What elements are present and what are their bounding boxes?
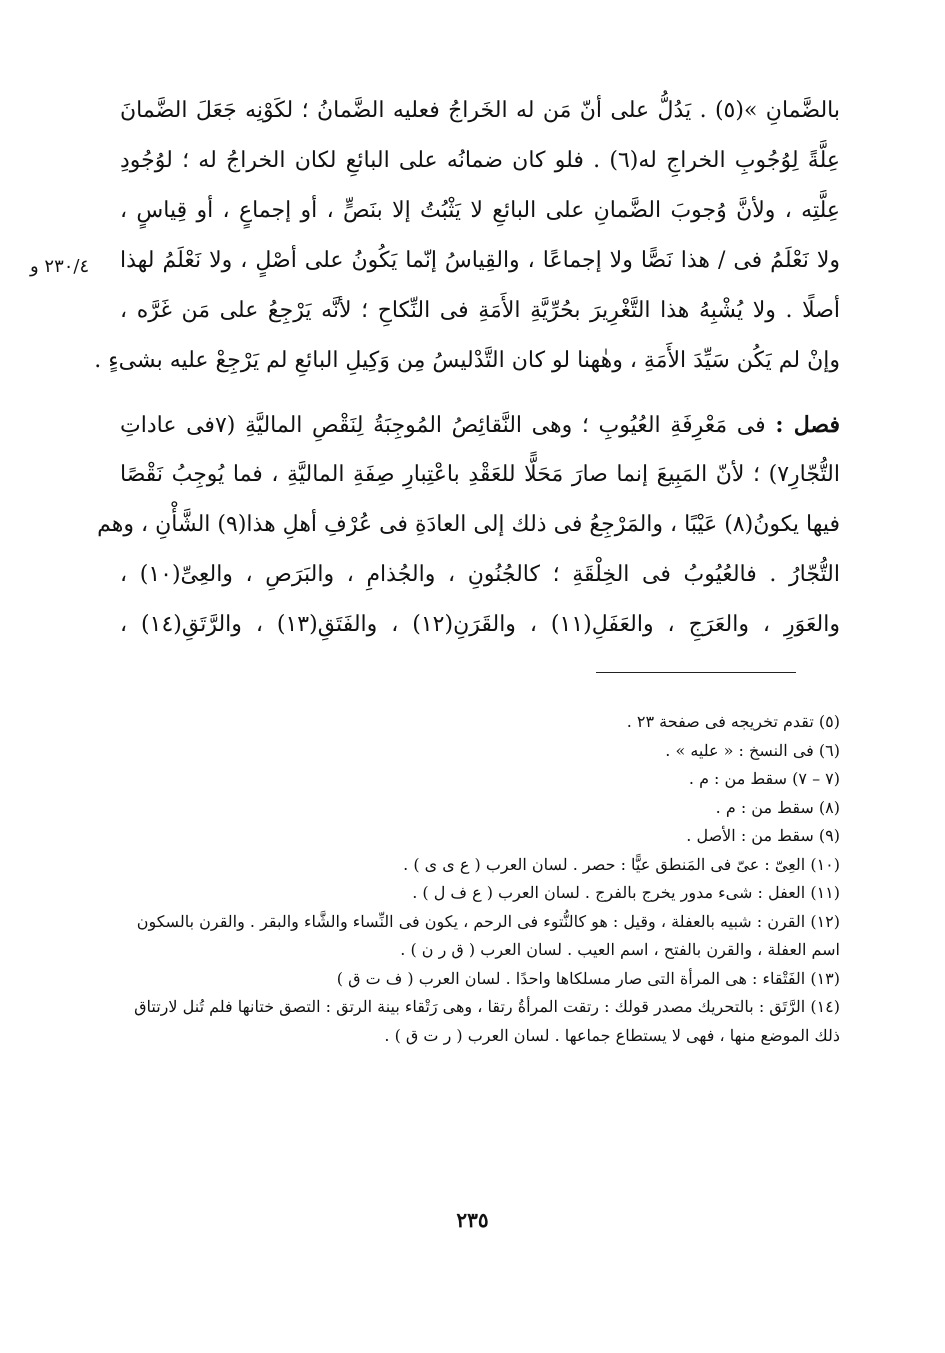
text-line: وإنْ لم يَكُن سَيِّدَ الأَمَةِ ، وهٰهنا لو كان التَّدْليسُ مِن وَكِيلِ البائعِ لم يَرْجِعْ عليه بشىءٍ . [94,348,840,373]
text-line: بالضَّمانِ »(٥) . يَدُلُّ على أنّ مَن له الخَراجُ فعليه الضَّمانُ ؛ لكَوْنِه جَعَلَ الضَّمانَ [120,98,840,123]
section-heading: فصل : [775,412,840,438]
fasl-line [120,400,840,450]
footnote: (٦) فى النسخ : « عليه » . [665,740,840,760]
footnote: (٩) سقط من : الأصل . [686,826,840,845]
text-span: فى مَعْرِفَةِ العُيُوبِ ؛ وهى النَّقائِصُ المُوجِبَةُ لِنَقْصِ الماليَّةِ (٧فى عاداتِ [120,413,766,438]
main-text [94,86,840,650]
text-line: عِلَّةً لِوُجُوبِ الخراجِ له(٦) . فلو كان ضمانُه على البائعِ لكان الخراجُ له ؛ لوُجُودِ [120,148,840,173]
footnote: (١١) العفل : شىء مدور يخرج بالفرج . لسان العرب ( ع ف ل ) . [412,883,840,902]
text-line: ولا نَعْلَمُ فى / هذا نَصًّا ولا إجماعًا ، والقِياسُ إنّما يَكُونُ على أصْلٍ ، ولا نَعْلَمُ لهذا [120,248,840,273]
text-line: عِلَّتِه ، ولأنَّ وُجوبَ الضَّمانِ على البائعِ لا يَثْبُتُ إلا بنَصٍّ ، أو إجماعٍ ، أو قِياسٍ ، [120,198,840,223]
margin-reference: ٢٣٠/٤ و [30,256,90,277]
footnote: (٥) تقدم تخريجه فى صفحة ٢٣ . [626,712,840,731]
text-line: أصلًا . ولا يُشْبِهُ هذا التَّغْرِيرَ بحُرِّيَّةِ الأَمَةِ فى النِّكاحِ ؛ لأنَّه يَرْجِعُ على مَن غَرَّه ، [120,298,840,323]
page-number: ٢٣٥ [456,1208,489,1232]
footnote-separator [596,672,796,673]
footnote: (٧ – ٧) سقط من : م . [688,769,840,788]
footnote: (١٤) الرَّتَق : بالتحريك مصدر قولك : رتقت المرأةُ رتقا ، وهى رَتْقاء بينة الرتق : التصق ختانها فلم تُنل لارتتاق [134,997,840,1016]
paragraph-gap [120,386,840,400]
text-line: التُّجّارُ . فالعُيُوبُ فى الخِلْقَةِ ؛ كالجُنُونِ ، والجُذامِ ، والبَرَصِ ، والعِىِّ(١٠) ، [120,562,840,587]
footnote-continuation: ذلك الموضع منها ، فهى لا يستطاع جماعها . لسان العرب ( ر ت ق ) . [384,1025,840,1045]
footnotes [120,708,840,1050]
footnote-continuation: اسم العفلة ، والقرن بالفتح ، اسم العيب . لسان العرب ( ق ر ن ) . [400,940,840,959]
text-line: والعَوَرِ ، والعَرَجِ ، والعَفَلِ(١١) ، والقَرَنِ(١٢) ، والفَتَقِ(١٣) ، والرَّتَقِ(١٤) ، [120,612,840,637]
footnote: (٨) سقط من : م . [715,797,840,817]
text-line: فيها يكونُ(٨) عَيْبًا ، والمَرْجِعُ فى ذلك إلى العادَةِ فى عُرْفِ أهلِ هذا(٩) الشَّأْنِ ، وهم [97,512,840,537]
footnote: (١٣) الفَتْقاء : هى المرأة التى صار مسلكاها واحدًا . لسان العرب ( ف ت ق ) [336,968,840,988]
footnote: (١٠) العِىّ : عىّ فى المَنطق عيًّا : حصر . لسان العرب ( ع ى ى ) . [403,854,840,874]
footnote: (١٢) القرن : شبيه بالعفلة ، وقيل : هو كالنُّتوء فى الرحم ، يكون فى النِّساء والشَّاء والبقر . والقرن بالسكون [136,911,840,931]
text-line: التُّجّارِ٧) ؛ لأنّ المَبِيعَ إنما صارَ مَحَلًّا للعَقْدِ باعْتِبارِ صِفَةِ الماليَّةِ ، فما يُوجِبُ نَقْصًا [120,462,840,487]
